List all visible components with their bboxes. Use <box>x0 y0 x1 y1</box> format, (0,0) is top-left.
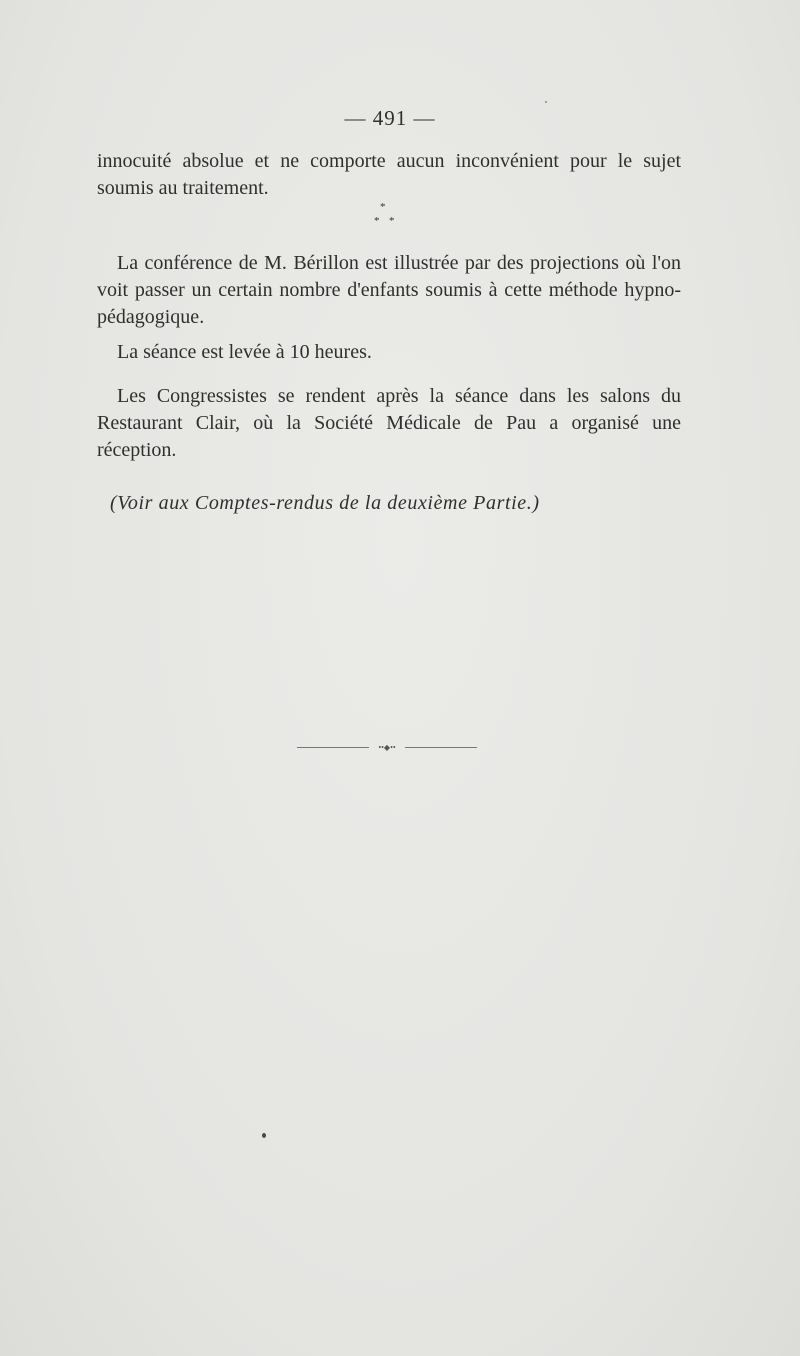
asterism-star-right: * <box>389 215 395 227</box>
ink-speck <box>545 101 547 103</box>
ornament-icon: ••◆•• <box>378 743 396 752</box>
reference-note: (Voir aux Comptes-rendus de la deuxième Partie.) <box>110 492 540 514</box>
asterism-star-top: * <box>380 201 386 213</box>
page-number: — 491 — <box>344 106 436 130</box>
asterism-separator <box>362 202 406 232</box>
paragraph-2: La conférence de M. Bérillon est illustrée par des projections où l'on voit passer un certain nombre d'enfants soumis à cette méthode hypno-pédagogique. <box>97 252 681 328</box>
rule-line-left <box>297 747 369 748</box>
asterism-star-left: * <box>374 215 380 227</box>
rule-line-right <box>405 747 477 748</box>
ink-speck <box>262 1133 266 1138</box>
paragraph-3: La séance est levée à 10 heures. <box>117 341 372 363</box>
end-ornament-rule <box>297 744 477 752</box>
paragraph-1: innocuité absolue et ne comporte aucun inconvénient pour le sujet soumis au traitement. <box>97 150 681 199</box>
paragraph-4: Les Congressistes se rendent après la séance dans les salons du Restaurant Clair, où la Société Médicale de Pau a organisé une réception. <box>97 385 681 461</box>
